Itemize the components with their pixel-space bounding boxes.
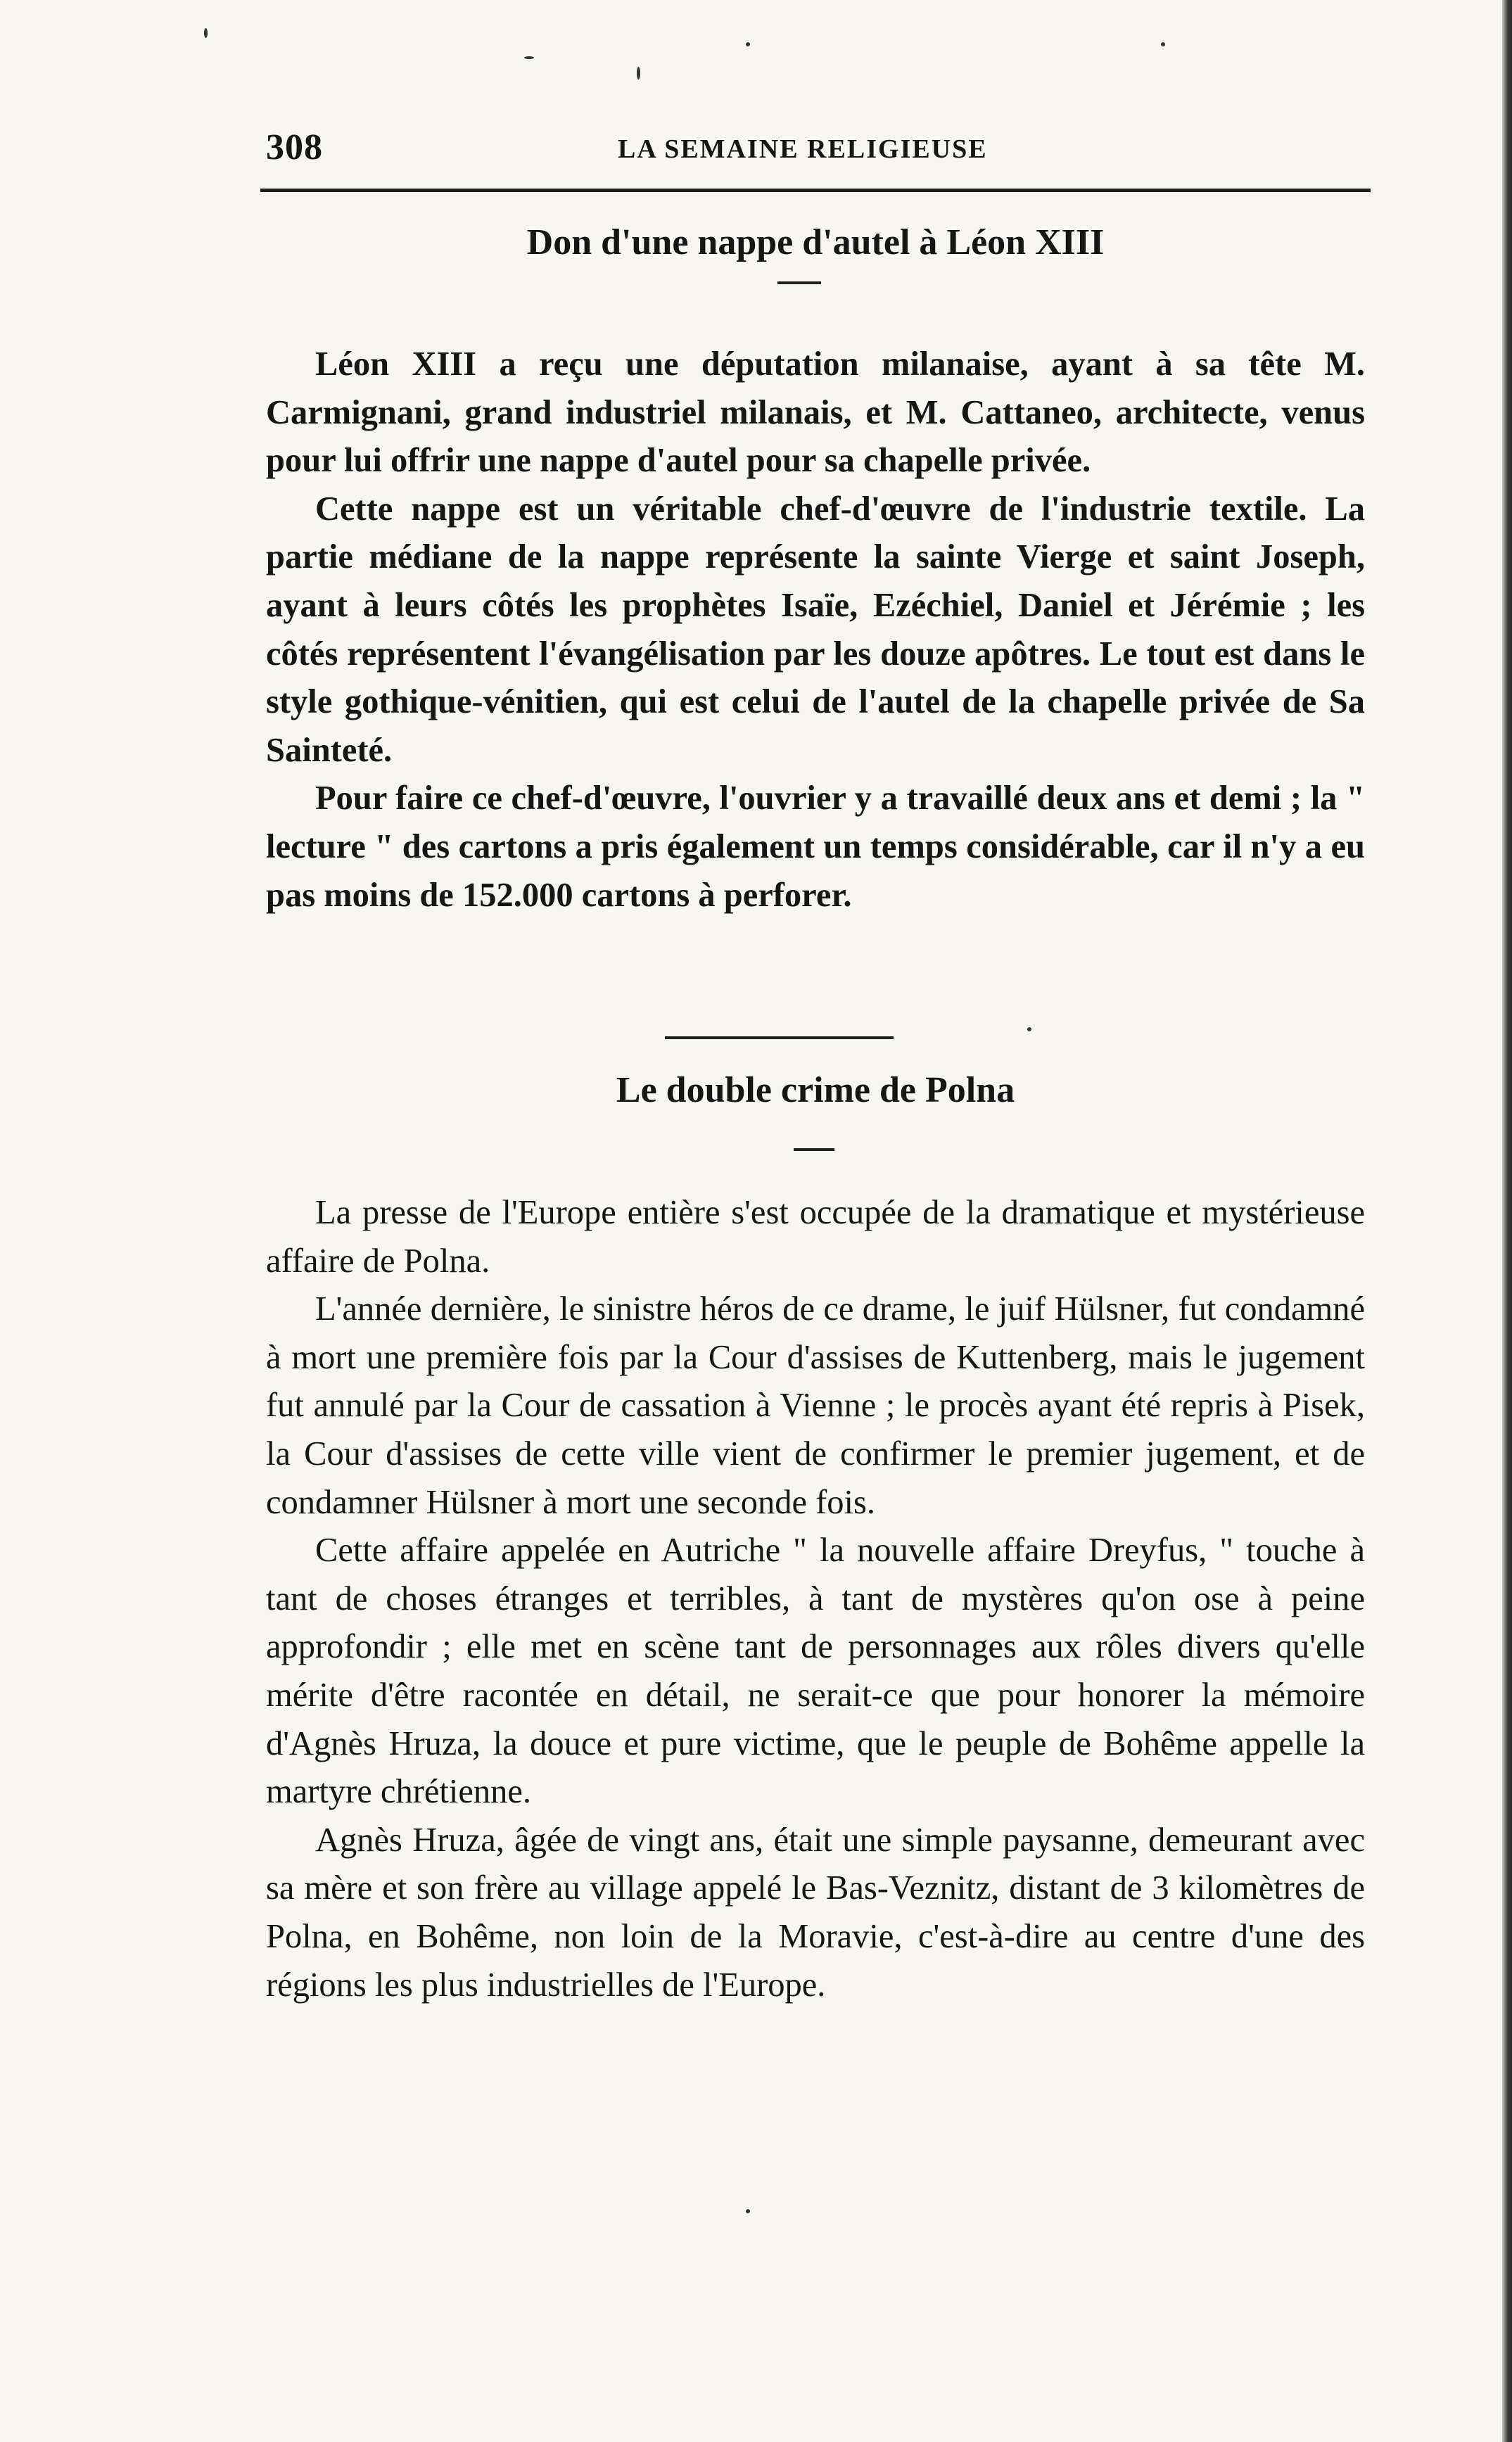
section-separator (665, 1036, 894, 1039)
title-1-dash (777, 281, 821, 284)
scan-speck (637, 67, 640, 80)
title-2-dash (794, 1148, 834, 1151)
article-2-title: Le double crime de Polna (616, 1070, 1015, 1110)
running-head: LA SEMAINE RELIGIEUSE (618, 134, 988, 164)
scan-speck (746, 42, 750, 46)
article-2-paragraph: Agnès Hruza, âgée de vingt ans, était une simple paysanne, demeurant avec sa mère et son frère au village appelé le Bas-Veznitz, distant de 3 kilomètres de Polna, en Bohême, non loin de la Moravie, c'est-à-dire au centre d'une des régions les plus industrielles de l'Europe. (266, 1821, 1365, 2004)
page-header (266, 127, 1365, 176)
scan-speck (524, 56, 534, 59)
scan-speck (746, 2209, 750, 2213)
page-binding-edge (1502, 0, 1512, 2442)
article-2-paragraph: Cette affaire appelée en Autriche " la nouvelle affaire Dreyfus, " touche à tant de choses étranges et terribles, à tant de mystères qu'on ose à peine approfondir ; elle met en scène tant de personnages aux rôles divers qu'elle mérite d'être racontée en détail, ne serait-ce que pour honorer la mémoire d'Agnès Hruza, la douce et pure victime, que le peuple de Bohême appelle la martyre chrétienne. (266, 1532, 1365, 1811)
article-1-paragraph: Léon XIII a reçu une députation milanaise, ayant à sa tête M. Carmignani, grand industriel milanais, et M. Cattaneo, architecte, venus pour lui offrir une nappe d'autel pour sa chapelle privée. (266, 345, 1365, 480)
page-number: 308 (266, 127, 323, 167)
article-2-body (266, 1189, 1365, 2009)
article-1-paragraph: Cette nappe est un véritable chef-d'œuvre de l'industrie textile. La partie médiane de la nappe représente la sainte Vierge et saint Joseph, ayant à leurs côtés les prophètes Isaïe, Ezéchiel, Daniel et Jérémie ; les côtés représentent l'évangélisation par les douze apôtres. Le tout est dans le style gothique-vénitien, qui est celui de l'autel de la chapelle privée de Sa Sainteté. (266, 490, 1365, 769)
article-2-paragraph: L'année dernière, le sinistre héros de ce drame, le juif Hülsner, fut condamné à mort une première fois par la Cour d'assises de Kuttenberg, mais le jugement fut annulé par la Cour de cassation à Vienne ; le procès ayant été repris à Pisek, la Cour d'assises de cette ville vient de confirmer le premier jugement, et de condamner Hülsner à mort une seconde fois. (266, 1290, 1365, 1521)
scan-speck (1027, 1027, 1031, 1031)
article-1-title: Don d'une nappe d'autel à Léon XIII (526, 222, 1105, 262)
article-1-body (266, 341, 1365, 920)
article-1-paragraph: Pour faire ce chef-d'œuvre, l'ouvrier y a travaillé deux ans et demi ; la " lecture " des cartons a pris également un temps considérable, car il n'y a eu pas moins de 152.000 cartons à perforer. (266, 780, 1365, 914)
scan-speck (1161, 42, 1165, 46)
article-2-paragraph: La presse de l'Europe entière s'est occupée de la dramatique et mystérieuse affaire de Polna. (266, 1194, 1365, 1280)
header-rule (260, 189, 1371, 192)
scan-speck (204, 28, 208, 38)
